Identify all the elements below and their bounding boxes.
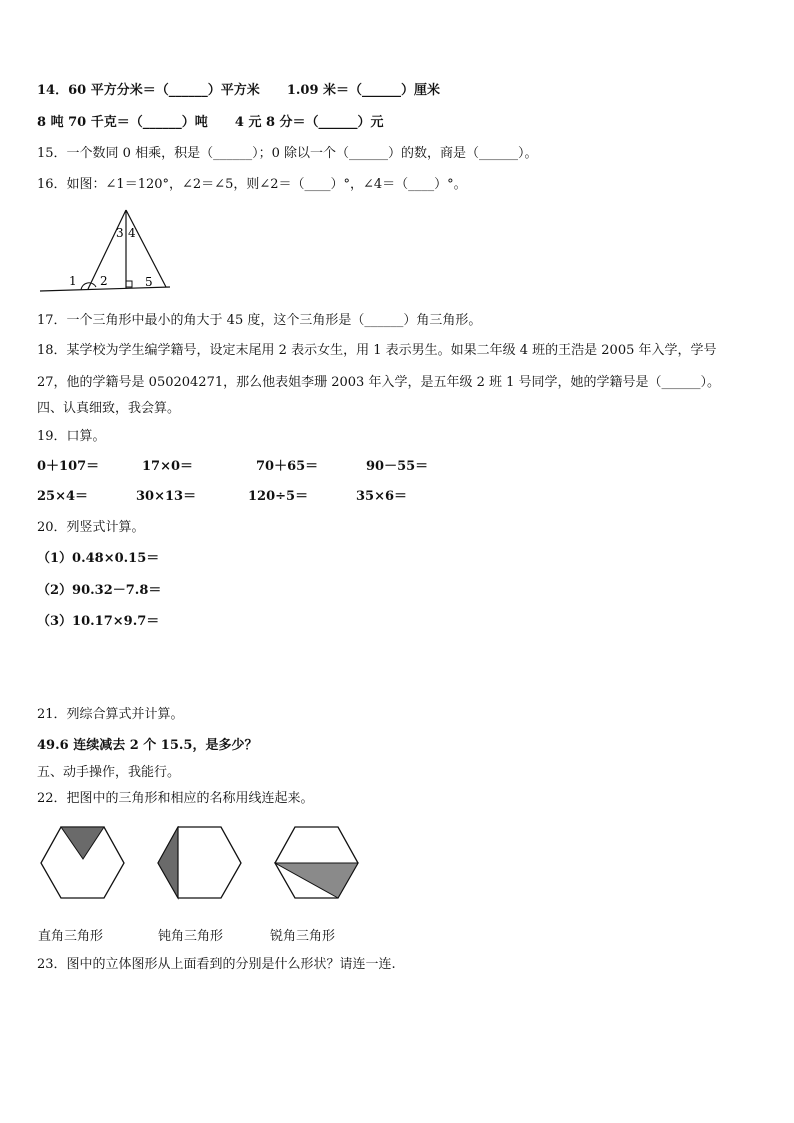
caption-right-triangle: 直角三角形 xyxy=(38,929,104,944)
q20-item-1: （1）0.48×0.15＝ xyxy=(37,551,160,566)
q20-item-2: （2）90.32－7.8＝ xyxy=(37,583,162,598)
angle-label-3: 3 xyxy=(116,226,124,240)
q21-text: 49.6 连续减去 2 个 15.5，是多少？ xyxy=(37,738,258,753)
q19-r1-c4: 90－55＝ xyxy=(366,459,429,474)
hexagon-figure-1 xyxy=(40,826,126,900)
q19-r1-c3: 70＋65＝ xyxy=(256,459,319,474)
q20-item-3: （3）10.17×9.7＝ xyxy=(37,614,160,629)
caption-obtuse-triangle: 钝角三角形 xyxy=(158,929,224,944)
q15-text: 15．一个数同 0 相乘，积是（______）；0 除以一个（______）的数，商是（______）。 xyxy=(37,146,538,161)
section5-heading: 五、动手操作，我能行。 xyxy=(37,765,181,780)
q19-title: 19．口算。 xyxy=(37,429,106,444)
q23-text: 23．图中的立体图形从上面看到的分别是什么形状？请连一连. xyxy=(37,957,396,972)
q16-text: 16．如图：∠1＝120°，∠2＝∠5，则∠2＝（____）°，∠4＝（____）°。 xyxy=(37,177,467,192)
q19-r1-c1: 0＋107＝ xyxy=(37,459,100,474)
shaded-triangle xyxy=(158,827,178,898)
q14-line2: 8 吨 70 千克＝（______）吨 4 元 8 分＝（______）元 xyxy=(37,115,384,130)
q14-line1: 14．60 平方分米＝（______）平方米 1.09 米＝（______）厘米 xyxy=(37,83,441,98)
q16-figure xyxy=(38,205,178,297)
q19-r2-c4: 35×6＝ xyxy=(356,489,408,504)
angle-label-5: 5 xyxy=(145,275,153,289)
q21-title: 21．列综合算式并计算。 xyxy=(37,707,184,722)
q22-title: 22．把图中的三角形和相应的名称用线连起来。 xyxy=(37,791,314,806)
right-angle-mark xyxy=(126,281,132,287)
hexagon-figure-2 xyxy=(157,826,243,900)
angle-label-1: 1 xyxy=(69,274,77,288)
angle-label-4: 4 xyxy=(128,226,136,240)
q17-text: 17．一个三角形中最小的角大于 45 度，这个三角形是（______）角三角形。 xyxy=(37,313,482,328)
q19-r1-c2: 17×0＝ xyxy=(142,459,194,474)
q19-r2-c2: 30×13＝ xyxy=(136,489,197,504)
hexagon-figure-3 xyxy=(274,826,360,900)
angle-label-2: 2 xyxy=(100,274,108,288)
caption-acute-triangle: 锐角三角形 xyxy=(270,929,336,944)
q18-line1: 18．某学校为学生编学籍号，设定末尾用 2 表示女生，用 1 表示男生。如果二年级 4 班的王浩是 2005 年入学，学号 xyxy=(37,343,717,358)
q20-title: 20．列竖式计算。 xyxy=(37,520,145,535)
section4-heading: 四、认真细致，我会算。 xyxy=(37,401,181,416)
q18-line2: 27，他的学籍号是 050204271，那么他表姐李珊 2003 年入学，是五年级 2 班 1 号同学，她的学籍号是（______）。 xyxy=(37,375,721,390)
q19-r2-c3: 120÷5＝ xyxy=(248,489,309,504)
q19-r2-c1: 25×4＝ xyxy=(37,489,89,504)
